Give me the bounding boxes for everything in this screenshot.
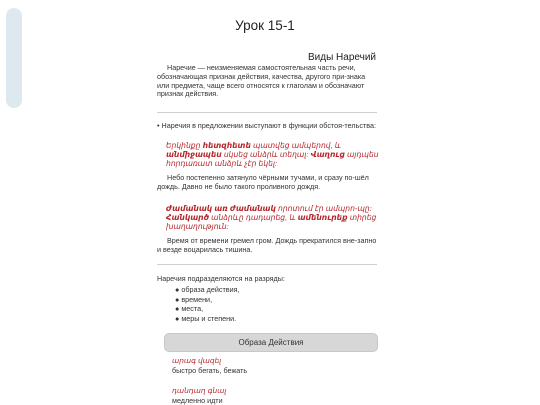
lesson-title: Урок 15-1	[235, 18, 295, 33]
categories-intro: Наречия подразделяются на разряды:	[157, 274, 285, 283]
list-item: ● образа действия,	[175, 285, 240, 294]
list-item: ● места,	[175, 304, 204, 314]
list-item: ● меры и степени.	[175, 313, 237, 323]
divider	[157, 264, 377, 265]
armenian-example-1: Երկինքը հետզհետե պատվեց ամպերով, և անմիջապես սկսեց անձրև տեղալ: Վաղուց այդպես հորդառատ անձրև չէր եկել:	[166, 141, 379, 168]
word-translation: быстро бегать, бежать	[172, 366, 248, 375]
armenian-word: դանդաղ գնալ	[172, 386, 227, 395]
word-translation: медленно идти	[172, 396, 223, 405]
divider	[157, 112, 377, 113]
categories-list	[175, 285, 239, 323]
function-intro: • Наречия в предложении выступают в функции обстоя-тельства:	[157, 121, 376, 130]
definition-text: Наречие — неизменяемая самостоятельная часть речи, обозначающая признак действия, качества, другого при-знака или предмета, чаще всего относятся к глаголам и обозначают признак действия.	[157, 63, 366, 99]
manner-section-header: Образа Действия	[164, 333, 378, 352]
armenian-word: արագ վազել	[172, 356, 222, 365]
translation-1: Небо постепенно затянуло чёрными тучами, и сразу по-шёл дождь. Давно не было такого проливного дождя.	[157, 173, 369, 191]
lesson-page	[150, 0, 380, 405]
scrollbar-thumb[interactable]	[6, 8, 22, 108]
armenian-example-2: Ժամանակ առ ժամանակ որոտում էր ամպրո-պը: Հանկարծ անձրևը դադարեց, և ամենուրեք տիրեց խաղաղություն:	[166, 204, 377, 231]
list-item: ● времени,	[175, 294, 213, 304]
section-title: Виды Наречий	[307, 52, 376, 63]
translation-2: Время от времени гремел гром. Дождь прекратился вне-запно и везде воцарилась тишина.	[157, 236, 377, 254]
